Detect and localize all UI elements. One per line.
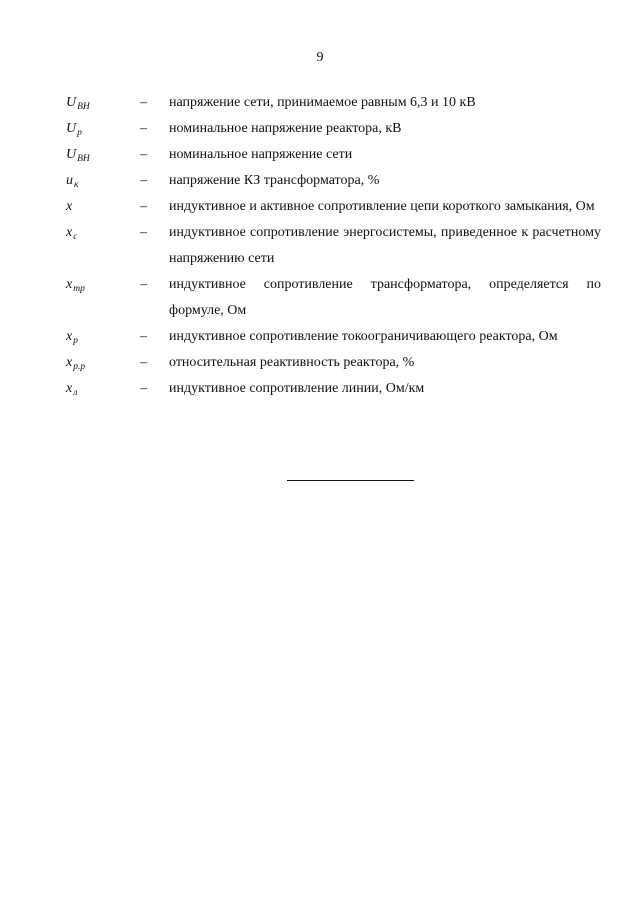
entry-dash: –: [140, 381, 147, 396]
entry-dash: –: [140, 95, 147, 110]
glossary-entry: [66, 116, 601, 142]
entry-definition: индуктивное сопротивление энергосистемы, приведенное к расчетному напряжению сети: [169, 225, 601, 266]
glossary-entry: [66, 194, 601, 220]
entry-symbol: $U_р$: [66, 121, 82, 138]
entry-symbol: $x_л$: [66, 381, 78, 398]
entry-definition: напряжение сети, принимаемое равным 6,3 и 10 кВ: [169, 95, 476, 110]
page-number: 9: [316, 50, 324, 65]
entry-symbol: $x_с$: [66, 225, 78, 242]
entry-definition: номинальное напряжение реактора, кВ: [169, 121, 402, 136]
glossary-entry: [66, 350, 601, 376]
entry-dash: –: [140, 147, 147, 162]
entry-dash: –: [140, 199, 147, 214]
symbol-glossary: [66, 90, 601, 402]
entry-definition: индуктивное сопротивление линии, Ом/км: [169, 381, 425, 396]
entry-symbol: $u_к$: [66, 173, 79, 190]
entry-definition: относительная реактивность реактора, %: [169, 355, 415, 370]
entry-dash: –: [140, 277, 147, 292]
glossary-entry: [66, 376, 601, 402]
entry-definition: индуктивное сопротивление трансформатора, определяется по формуле, Ом: [169, 277, 601, 318]
entry-dash: –: [140, 121, 147, 136]
glossary-entry: [66, 142, 601, 168]
entry-symbol: $U_{ВН}$: [66, 147, 90, 164]
entry-definition: напряжение КЗ трансформатора, %: [169, 173, 380, 188]
glossary-entry: [66, 90, 601, 116]
entry-definition: номинальное напряжение сети: [169, 147, 353, 162]
entry-symbol: x: [66, 199, 73, 214]
glossary-entry: [66, 220, 601, 272]
entry-definition: индуктивное и активное сопротивление цепи короткого замыкания, Ом: [169, 199, 595, 214]
entry-symbol: $U_{ВН}$: [66, 95, 90, 112]
glossary-entry: [66, 324, 601, 350]
glossary-entry: [66, 168, 601, 194]
entry-dash: –: [140, 355, 147, 370]
entry-definition: индуктивное сопротивление токоограничивающего реактора, Ом: [169, 329, 558, 344]
end-rule: [287, 480, 414, 481]
entry-symbol: $x_{р.р}$: [66, 355, 86, 372]
entry-symbol: $x_р$: [66, 329, 78, 346]
entry-dash: –: [140, 225, 147, 240]
glossary-entry: [66, 272, 601, 324]
entry-symbol: $x_{тр}$: [66, 277, 85, 294]
entry-dash: –: [140, 173, 147, 188]
entry-dash: –: [140, 329, 147, 344]
